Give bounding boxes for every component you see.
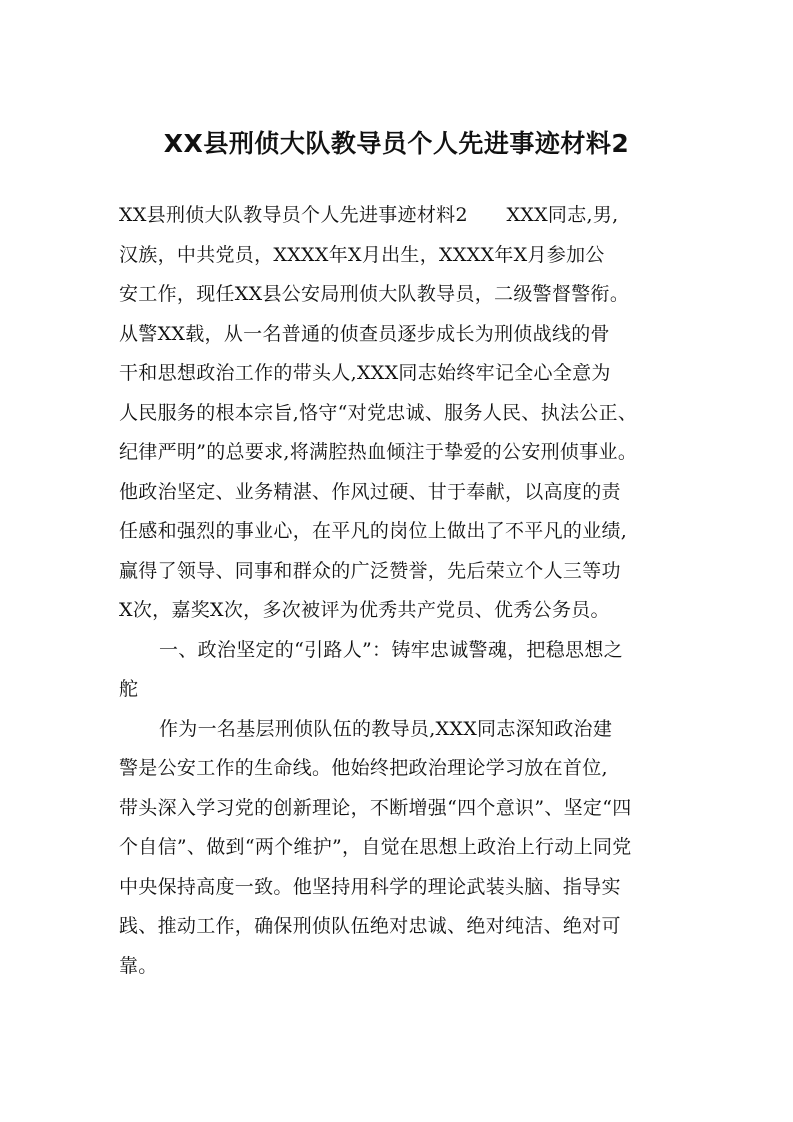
body-line: 汉族，中共党员，XXXX年X月出生，XXXX年X月参加公	[119, 243, 605, 266]
body-line: 中央保持高度一致。他坚持用科学的理论武装头脑、指导实	[119, 875, 621, 898]
body-line: 纪律严明”的总要求,将满腔热血倾注于挚爱的公安刑侦事业。	[119, 441, 638, 463]
document-body	[119, 196, 679, 986]
body-line: 警是公安工作的生命线。他始终把政治理论学习放在首位,	[119, 757, 608, 779]
body-line: X次，嘉奖X次，多次被评为优秀共产党员、优秀公务员。	[119, 599, 610, 621]
body-line: 个自信”、做到“两个维护”，自觉在思想上政治上行动上同党	[119, 836, 632, 858]
section-heading-continuation: 舵	[119, 678, 139, 700]
body-line: 任感和强烈的事业心，在平凡的岗位上做出了不平凡的业绩,	[119, 520, 628, 542]
body-line: 人民服务的根本宗旨,恪守“对党忠诚、服务人民、执法公正、	[119, 401, 638, 424]
body-line: 安工作，现任XX县公安局刑侦大队教导员，二级警督警衔。	[119, 283, 630, 305]
body-line: 带头深入学习党的创新理论，不断增强“四个意识”、坚定“四	[119, 796, 632, 819]
body-line: XX县刑侦大队教导员个人先进事迹材料2 XXX同志,男,	[119, 204, 619, 226]
section-heading: 一、政治坚定的“引路人”：铸牢忠诚警魂，把稳思想之	[159, 638, 623, 661]
document-title: XX县刑侦大队教导员个人先进事迹材料2	[163, 129, 630, 158]
body-line: 作为一名基层刑侦队伍的教导员,XXX同志深知政治建	[159, 717, 613, 740]
body-line: 践、推动工作，确保刑侦队伍绝对忠诚、绝对纯洁、绝对可	[119, 915, 621, 937]
body-line: 靠。	[119, 954, 158, 977]
body-line: 他政治坚定、业务精湛、作风过硬、甘于奉献，以高度的责	[119, 480, 621, 503]
body-line: 赢得了领导、同事和群众的广泛赞誉，先后荣立个人三等功	[119, 559, 621, 582]
body-line: 从警XX载，从一名普通的侦查员逐步成长为刑侦战线的骨	[119, 322, 610, 345]
body-line: 干和思想政治工作的带头人,XXX同志始终牢记全心全意为	[119, 362, 611, 384]
